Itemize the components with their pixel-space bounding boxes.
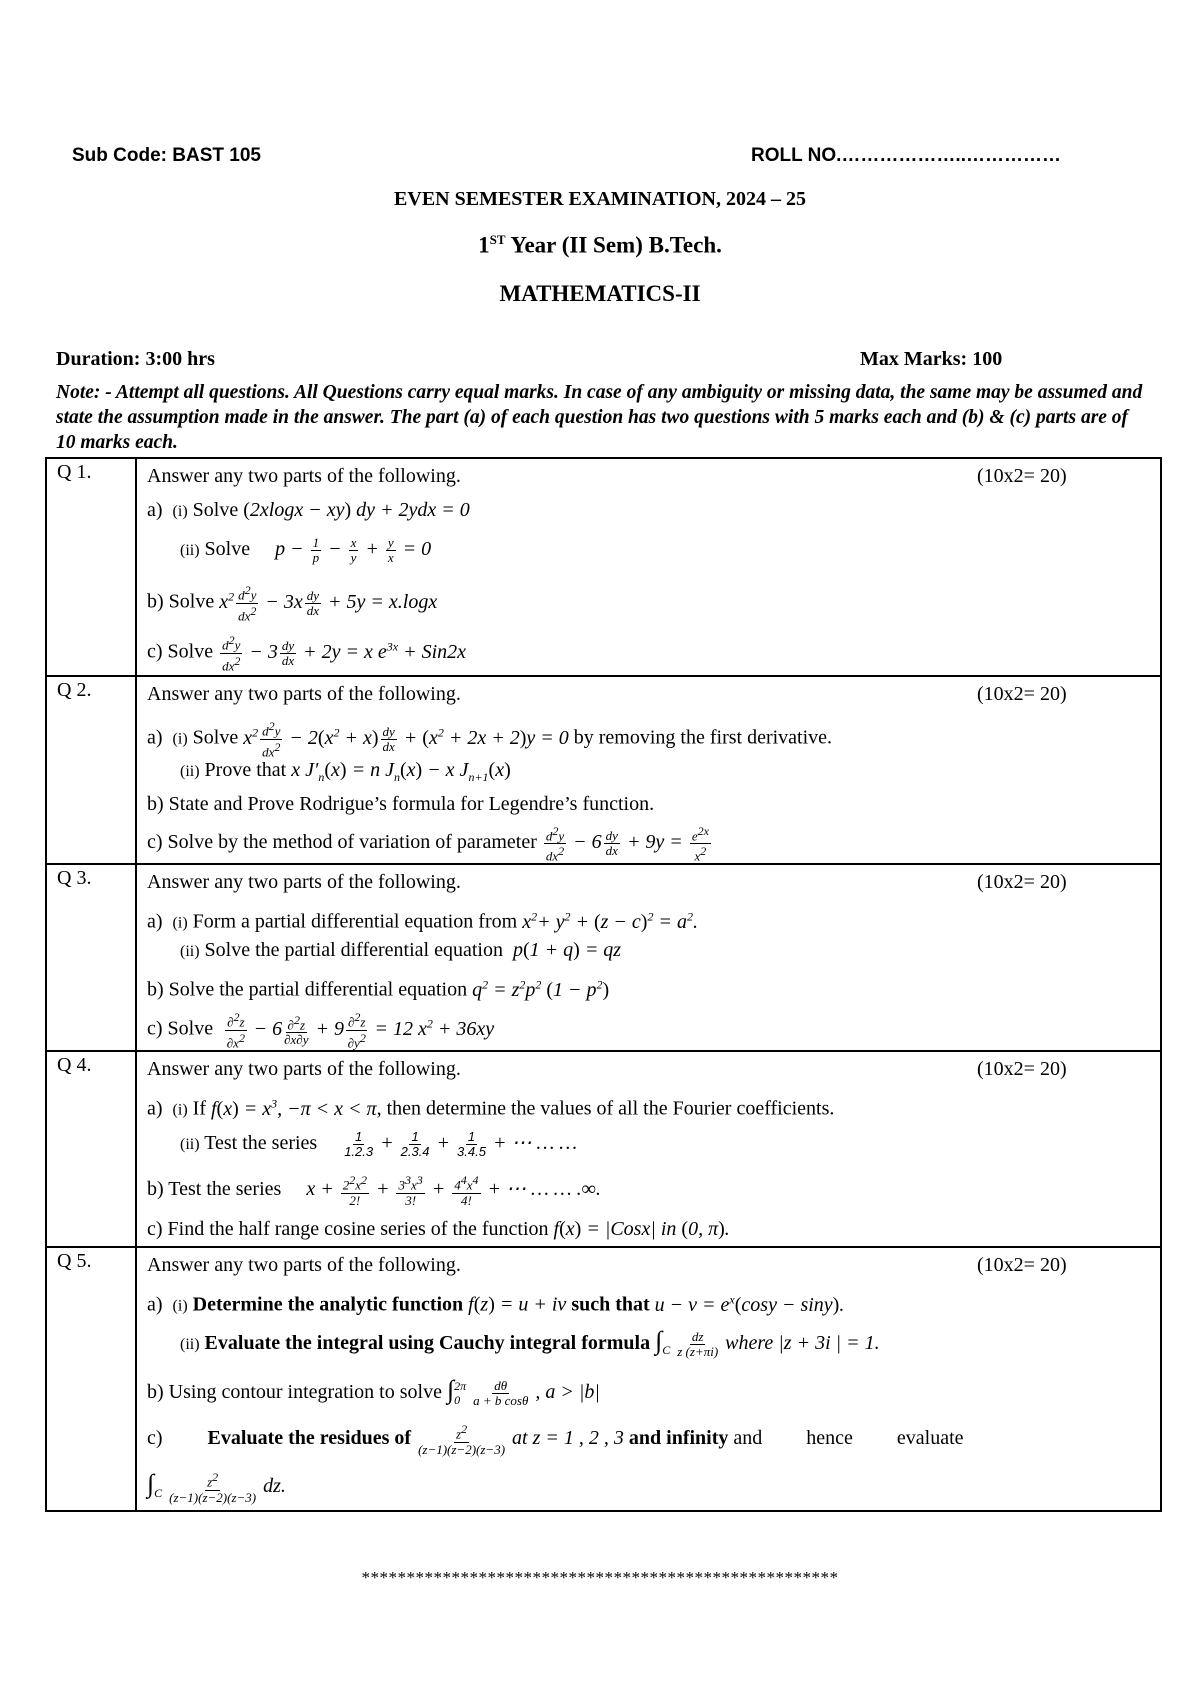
exam-title: EVEN SEMESTER EXAMINATION, 2024 – 25 — [394, 188, 806, 210]
q2-part-a-ii: (ii) Prove that x $J'_n(x) = n$ $J_n(x) - x$ $J_{n+1}(x)$ — [180, 759, 511, 784]
question-number: Q 1. — [46, 458, 136, 676]
question-body — [136, 1247, 1161, 1511]
q2-part-b: b) State and Prove Rodrigue’s formula for Legendre’s function. — [147, 793, 655, 815]
year-line: 1ST Year (II Sem) B.Tech. — [478, 232, 722, 258]
q4-part-a-ii: (ii) Test the series $\frac{1}{1.2.3}$ + $\frac{1}{2.3.4}$ + $\frac{1}{3.4.5}$ + ⋯ … … — [180, 1128, 578, 1159]
q4-part-a-i: a) (i) If $f(x) = x^3$, −π < x < π, then determine the values of all the Fourier coefficients. — [147, 1096, 835, 1120]
question-body — [136, 458, 1161, 676]
subject-title: MATHEMATICS-II — [499, 281, 701, 306]
q5-part-c-integral: $\int_C$ $\frac{z^2}{(z-1)(z-2)(z-3)}$ dz. — [147, 1469, 286, 1505]
q3-part-a-ii: (ii) Solve the partial differential equation p(1 + q) = qz — [180, 939, 622, 961]
q5-part-a-ii: (ii) Evaluate the integral using Cauchy integral formula $\int_C$ $\frac{dz}{z (z+\pi i)}$ where |z + 3i | = 1. — [180, 1326, 880, 1359]
q5-part-b: b) Using contour integration to solve ∫ 2π 0 $\frac{d\theta}{\text{a + b cosθ}}$ , a > |b| — [147, 1375, 600, 1408]
exam-note: Note: - Attempt all questions. All Questions carry equal marks. In case of any ambiguity or missing data, the same may be assumed and state the assumption made in the answer. The part (a) of each question has two questions with 5 marks each and (b) & (c) parts are of 10 marks each. — [56, 382, 1143, 453]
q5-part-a-i: a) (i) Determine the analytic function f(z) = u + iv such that $u - v = e^x(\cos y - \sin y)$. — [147, 1292, 845, 1316]
q4-part-b: b) Test the series x + $\frac{2^2x^2}{2!}$ + $\frac{3^3x^3}{3!}$ + $\frac{4^4x^4}{4!}$ + ⋯ … … .∞. — [147, 1173, 601, 1208]
marks: (10x2= 20) — [977, 683, 1067, 705]
instruction-line: Answer any two parts of the following. (10x2= 20) — [147, 677, 1160, 711]
marks: (10x2= 20) — [977, 871, 1067, 893]
q1-part-a-ii: (ii) Solve p − $\frac{1}{p}$ − $\frac{x}{y}$ + $\frac{y}{x}$ = 0 — [180, 534, 432, 565]
question-body — [136, 864, 1161, 1051]
instruction-line: Answer any two parts of the following. (10x2= 20) — [147, 1248, 1152, 1282]
marks: (10x2= 20) — [977, 465, 1067, 487]
question-number: Q 3. — [46, 864, 136, 1051]
instruction-line: Answer any two parts of the following. (10x2= 20) — [147, 1052, 1160, 1086]
q2-part-c: c) Solve by the method of variation of parameter $\frac{d^2y}{dx^2}$ − 6 $\frac{dy}{dx}$ + 9y = $\frac{e^{2x}}{x^2}$ — [147, 823, 709, 864]
roll-no: ROLL NO.………………..…………… — [751, 145, 1061, 166]
instruction-line: Answer any two parts of the following. (10x2= 20) — [147, 459, 1160, 493]
q1-part-a-i: a) (i) Solve (2xlogx − xy) dy + 2ydx = 0 — [147, 499, 470, 521]
q3-part-b: b) Solve the partial differential equation $q^2 = z^2p^2$ $(1 - p^2)$ — [147, 977, 610, 1001]
q1-part-b: b) Solve $x^2$ $\frac{d^2y}{dx^2}$ − 3x $\frac{dy}{dx}$ + 5y = x.logx — [147, 583, 438, 623]
questions-table — [45, 457, 1162, 1512]
instruction-line: Answer any two parts of the following. (10x2= 20) — [147, 865, 1160, 899]
sub-code: Sub Code: BAST 105 — [72, 145, 261, 166]
q4-part-c: c) Find the half range cosine series of the function f(x) = |Cosx| in (0, π). — [147, 1218, 730, 1240]
question-row — [46, 864, 1161, 1051]
q5-part-c: c) Evaluate the residues of $\frac{z^2}{(z-1)(z-2)(z-3)}$ at z = 1 , 2 , 3 and infinity and hence evaluate — [147, 1422, 964, 1457]
q3-part-c: c) Solve $\frac{\partial^2z}{\partial x^2}$ − 6 $\frac{\partial^2z}{\partial x\partial y}$ + 9 $\frac{\partial^2z}{\partial y^2}$ = 12 $x^2 + 36xy$ — [147, 1010, 495, 1050]
marks: (10x2= 20) — [977, 1254, 1067, 1276]
duration: Duration: 3:00 hrs — [56, 348, 215, 370]
max-marks: Max Marks: 100 — [860, 348, 1003, 370]
question-number: Q 5. — [46, 1247, 136, 1511]
question-row — [46, 1051, 1161, 1247]
question-body — [136, 676, 1161, 864]
marks: (10x2= 20) — [977, 1058, 1067, 1080]
question-number: Q 4. — [46, 1051, 136, 1247]
q1-part-c: c) Solve $\frac{d^2y}{dx^2}$ − 3 $\frac{dy}{dx}$ + 2y = x $e^{3x} + Sin2x$ — [147, 633, 467, 673]
question-row — [46, 676, 1161, 864]
question-row — [46, 458, 1161, 676]
footer-stars: ***************************************************** — [361, 1568, 839, 1587]
q2-part-a-i: a) (i) Solve $x^2$ $\frac{d^2y}{dx^2}$ − $2(x^2 + x)$ $\frac{dy}{dx}$ + $(x^2 + 2x + 2)y = 0$ by removing the first derivative. — [147, 719, 833, 759]
question-body — [136, 1051, 1161, 1247]
q3-part-a-i: a) (i) Form a partial differential equation from $x^2+ y^2 + (z - c)^2 = a^2$. — [147, 909, 698, 933]
question-row — [46, 1247, 1161, 1511]
question-number: Q 2. — [46, 676, 136, 864]
